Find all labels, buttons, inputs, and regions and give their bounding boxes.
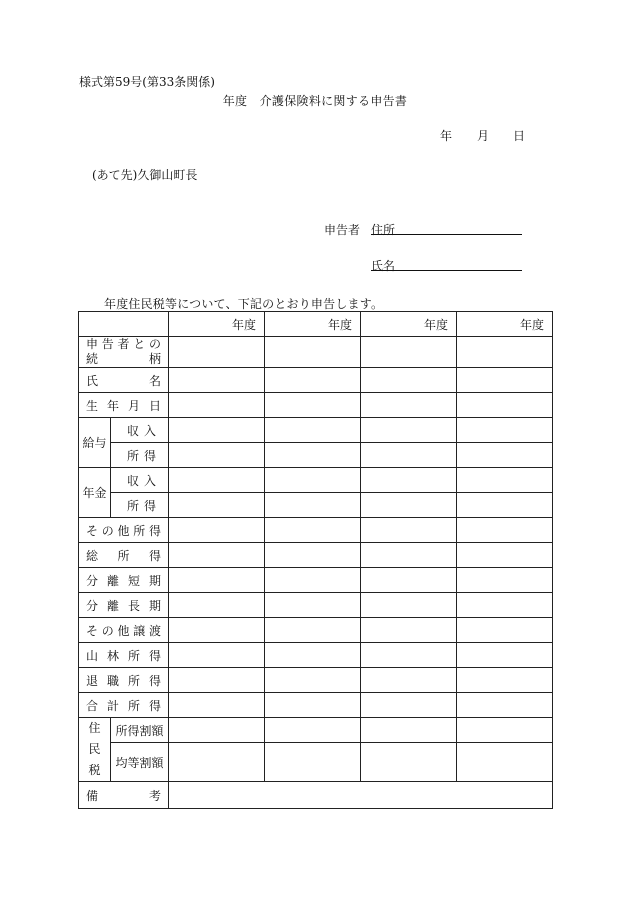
label-char: 山	[86, 648, 99, 663]
cell[interactable]	[457, 418, 553, 443]
cell[interactable]	[361, 443, 457, 468]
row-remarks	[79, 782, 553, 809]
cell[interactable]	[169, 643, 265, 668]
label-salary-income	[111, 418, 169, 443]
cell[interactable]	[265, 337, 361, 368]
label-char: 入	[143, 473, 156, 488]
label-char: の	[101, 523, 114, 538]
label-char: 分	[86, 573, 99, 588]
name-input-line[interactable]	[371, 270, 522, 271]
cell[interactable]	[265, 468, 361, 493]
cell[interactable]	[457, 593, 553, 618]
label-char: 告	[101, 337, 114, 351]
cell[interactable]	[265, 693, 361, 718]
label-char: 所	[117, 548, 130, 563]
label-char: 収	[127, 423, 140, 438]
row-relationship	[79, 337, 553, 368]
label-pension-net	[111, 493, 169, 518]
label-char: 譲	[133, 623, 146, 638]
label-char: 入	[143, 423, 156, 438]
cell[interactable]	[457, 468, 553, 493]
declarant-label: 申告者	[324, 223, 361, 237]
label-other-transfer	[79, 618, 169, 643]
row-resident-tax-income-levy	[79, 718, 553, 743]
cell[interactable]	[169, 593, 265, 618]
label-char: と	[133, 337, 146, 351]
label-resident-tax	[79, 718, 111, 782]
cell[interactable]	[361, 618, 457, 643]
label-char: 続	[86, 352, 99, 366]
cell[interactable]	[265, 718, 361, 743]
label-income-levy: 所得割額	[111, 718, 169, 743]
form-number: 様式第59号(第33条関係)	[79, 75, 215, 89]
label-char: 期	[148, 573, 161, 588]
row-other-transfer	[79, 618, 553, 643]
label-char: 得	[143, 498, 156, 513]
cell[interactable]	[361, 518, 457, 543]
cell[interactable]	[169, 393, 265, 418]
label-separate-long	[79, 593, 169, 618]
label-char: 渡	[148, 623, 161, 638]
address-label: 住所	[371, 223, 396, 237]
label-char: 他	[117, 623, 130, 638]
year-header-2: 年度	[265, 312, 361, 337]
label-salary: 給与	[79, 418, 111, 468]
label-char: 申	[86, 337, 99, 351]
label-pension: 年金	[79, 468, 111, 518]
cell[interactable]	[265, 643, 361, 668]
cell[interactable]	[265, 568, 361, 593]
cell[interactable]	[265, 743, 361, 782]
cell[interactable]	[361, 368, 457, 393]
header-corner-cell	[79, 312, 169, 337]
label-salary-net	[111, 443, 169, 468]
row-other-income	[79, 518, 553, 543]
label-char: 氏	[86, 373, 99, 388]
label-char: 年	[106, 398, 119, 413]
label-relationship	[79, 337, 169, 368]
label-pension-income	[111, 468, 169, 493]
label-char: 短	[127, 573, 140, 588]
label-char: そ	[86, 623, 99, 638]
label-char: 他	[117, 523, 130, 538]
row-pension-net	[79, 493, 553, 518]
cell[interactable]	[457, 693, 553, 718]
remarks-cell[interactable]	[169, 782, 553, 809]
date-line	[440, 127, 525, 144]
declaration-table	[78, 311, 553, 809]
cell[interactable]	[457, 543, 553, 568]
row-separate-short	[79, 568, 553, 593]
date-year-label: 年	[440, 129, 453, 143]
label-char: 計	[106, 698, 119, 713]
cell[interactable]	[265, 418, 361, 443]
cell[interactable]	[169, 443, 265, 468]
year-header-4: 年度	[457, 312, 553, 337]
label-char: 備	[86, 788, 99, 803]
label-char: 得	[148, 698, 161, 713]
addressee: (あて先)久御山町長	[92, 168, 198, 182]
cell[interactable]	[361, 543, 457, 568]
cell[interactable]	[265, 593, 361, 618]
cell[interactable]	[457, 368, 553, 393]
row-separate-long	[79, 593, 553, 618]
date-month-label: 月	[477, 129, 490, 143]
label-char: 長	[127, 598, 140, 613]
label-char: 得	[148, 648, 161, 663]
label-char: 月	[127, 398, 140, 413]
label-char: 税	[88, 763, 101, 777]
cell[interactable]	[361, 668, 457, 693]
label-char: 所	[127, 698, 140, 713]
cell[interactable]	[265, 518, 361, 543]
label-char: の	[101, 623, 114, 638]
label-char: 得	[148, 548, 161, 563]
cell[interactable]	[169, 743, 265, 782]
name-label: 氏名	[371, 259, 396, 273]
address-input-line[interactable]	[371, 234, 522, 235]
year-header-3: 年度	[361, 312, 457, 337]
label-char: 分	[86, 598, 99, 613]
row-salary-income	[79, 418, 553, 443]
label-other-income	[79, 518, 169, 543]
label-char: 退	[86, 673, 99, 688]
document-title: 年度 介護保険料に関する申告書	[222, 94, 408, 108]
year-header-1: 年度	[169, 312, 265, 337]
cell[interactable]	[265, 618, 361, 643]
label-char: 得	[143, 448, 156, 463]
label-char: 生	[86, 398, 99, 413]
row-total-income	[79, 543, 553, 568]
label-char: 所	[133, 523, 146, 538]
cell[interactable]	[457, 493, 553, 518]
cell[interactable]	[361, 593, 457, 618]
cell[interactable]	[361, 418, 457, 443]
cell[interactable]	[457, 568, 553, 593]
date-day-label: 日	[513, 129, 526, 143]
label-char: 住	[88, 721, 101, 735]
label-char: 所	[127, 448, 140, 463]
cell[interactable]	[169, 668, 265, 693]
row-pension-income	[79, 468, 553, 493]
label-total-income	[79, 543, 169, 568]
row-forest-income	[79, 643, 553, 668]
label-char: の	[148, 337, 161, 351]
label-char: 日	[148, 398, 161, 413]
row-name	[79, 368, 553, 393]
table-header-row	[79, 312, 553, 337]
cell[interactable]	[361, 468, 457, 493]
cell[interactable]	[361, 743, 457, 782]
cell[interactable]	[265, 493, 361, 518]
cell[interactable]	[457, 393, 553, 418]
label-char: 職	[106, 673, 119, 688]
cell[interactable]	[265, 368, 361, 393]
cell[interactable]	[169, 618, 265, 643]
label-char: 考	[148, 788, 161, 803]
cell[interactable]	[361, 718, 457, 743]
row-retirement-income	[79, 668, 553, 693]
cell[interactable]	[361, 337, 457, 368]
label-char: 離	[106, 573, 119, 588]
label-char: 所	[127, 498, 140, 513]
cell[interactable]	[457, 518, 553, 543]
label-char: 民	[88, 742, 101, 756]
label-separate-short	[79, 568, 169, 593]
cell[interactable]	[169, 693, 265, 718]
cell[interactable]	[265, 543, 361, 568]
label-char: 得	[148, 523, 161, 538]
label-sum-income	[79, 693, 169, 718]
cell[interactable]	[361, 493, 457, 518]
cell[interactable]	[457, 718, 553, 743]
row-sum-income	[79, 693, 553, 718]
cell[interactable]	[457, 337, 553, 368]
label-char: 離	[106, 598, 119, 613]
cell[interactable]	[169, 718, 265, 743]
cell[interactable]	[457, 668, 553, 693]
cell[interactable]	[361, 568, 457, 593]
label-char: 者	[117, 337, 130, 351]
label-char: 所	[127, 673, 140, 688]
cell[interactable]	[169, 518, 265, 543]
label-char: 林	[106, 648, 119, 663]
cell[interactable]	[457, 443, 553, 468]
cell[interactable]	[169, 418, 265, 443]
label-birthdate	[79, 393, 169, 418]
cell[interactable]	[361, 693, 457, 718]
cell[interactable]	[169, 568, 265, 593]
cell[interactable]	[457, 743, 553, 782]
label-char: 名	[148, 373, 161, 388]
row-resident-tax-per-capita	[79, 743, 553, 782]
label-char: 総	[86, 548, 99, 563]
label-char: そ	[86, 523, 99, 538]
cell[interactable]	[169, 493, 265, 518]
label-char: 収	[127, 473, 140, 488]
label-name	[79, 368, 169, 393]
cell[interactable]	[169, 337, 265, 368]
label-char: 期	[148, 598, 161, 613]
label-char: 得	[148, 673, 161, 688]
label-retirement-income	[79, 668, 169, 693]
cell[interactable]	[265, 393, 361, 418]
label-char: 所	[127, 648, 140, 663]
cell[interactable]	[457, 618, 553, 643]
row-birthdate	[79, 393, 553, 418]
row-salary-net	[79, 443, 553, 468]
cell[interactable]	[169, 543, 265, 568]
cell[interactable]	[169, 368, 265, 393]
cell[interactable]	[265, 668, 361, 693]
label-char: 合	[86, 698, 99, 713]
cell[interactable]	[169, 468, 265, 493]
label-remarks	[79, 782, 169, 809]
cell[interactable]	[457, 643, 553, 668]
cell[interactable]	[265, 443, 361, 468]
label-forest-income	[79, 643, 169, 668]
cell[interactable]	[361, 643, 457, 668]
cell[interactable]	[361, 393, 457, 418]
label-char: 柄	[148, 352, 161, 366]
label-per-capita-levy: 均等割額	[111, 743, 169, 782]
intro-text: 年度住民税等について、下記のとおり申告します。	[104, 297, 384, 311]
